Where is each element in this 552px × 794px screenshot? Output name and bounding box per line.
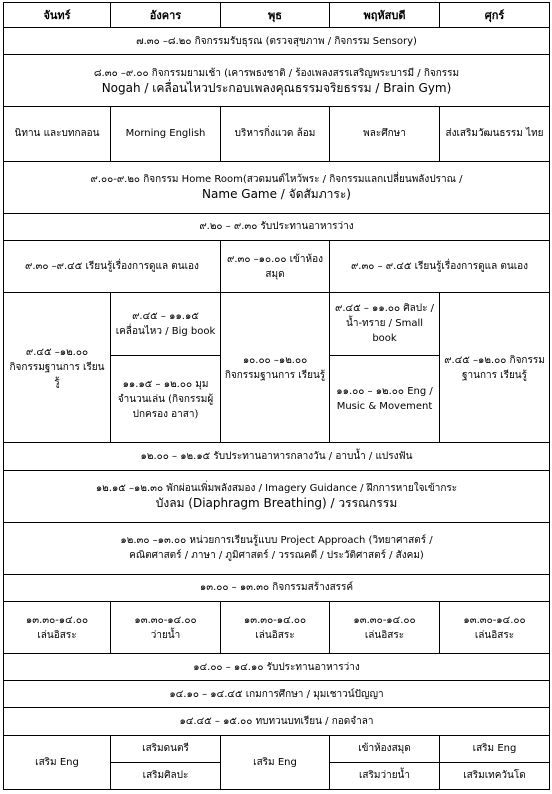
cell-extra-tue-bottom: เสริมศิลปะ [111, 762, 221, 789]
row-home-room-line1: ๙.๐๐-๙.๒๐ กิจกรรม Home Room(สวดมนต์ไหว้พระ / กิจกรรมแลกเปลี่ยนพลังปราณ / [90, 174, 463, 186]
row-lunch: ๑๒.๐๐ – ๑๒.๑๕ รับประทานอาหารกลางวัน / อาบน้ำ / แปรงฟัน [4, 443, 550, 470]
row-home-room [4, 161, 550, 213]
cell-morning-english: Morning English [111, 107, 221, 161]
header-monday: จันทร์ [4, 3, 111, 28]
cell-extra-fri-top: เสริม Eng [440, 735, 550, 762]
cell-extra-thu-top: เข้าห้องสมุด [330, 735, 440, 762]
header-friday: ศุกร์ [440, 3, 550, 28]
header-thursday: พฤหัสบดี [330, 3, 440, 28]
cell-afternoon-tue [111, 602, 221, 654]
cell-story-poem: นิทาน และบทกลอน [4, 107, 111, 161]
cell-learning-base-mon: ๙.๔๕ –๑๒.๐๐ กิจกรรมฐานการ เรียนรู้ [4, 293, 111, 443]
row-project-approach-line1: ๑๒.๓๐ –๑๓.๐๐ หน่วยการเรียนรู้แบบ Project Approach (วิทยาศาสตร์ / [120, 535, 433, 547]
cell-afternoon-time: ๑๓.๓๐-๑๔.๐๐ [25, 614, 89, 626]
cell-afternoon-activity: เล่นอิสระ [474, 629, 515, 641]
cell-afternoon-thu [330, 602, 440, 654]
cell-afternoon-mon [4, 602, 111, 654]
cell-learning-base-fri: ๙.๔๕ –๑๒.๐๐ กิจกรรมฐานการ เรียนรู้ [440, 293, 550, 443]
cell-eng-music: ๑๑.๐๐ – ๑๒.๐๐ Eng / Music & Movement [330, 355, 440, 443]
row-morning-activity-line1: ๘.๓๐ –๙.๐๐ กิจกรรมยามเช้า (เคารพธงชาติ / ร้องเพลงสรรเสริญพระบารมี / กิจกรรม [93, 67, 460, 79]
cell-art-water-sand: ๙.๔๕ – ๑๑.๐๐ ศิลปะ / น้ำ-ทราย / Small book [330, 293, 440, 356]
cell-afternoon-time: ๑๓.๓๐-๑๔.๐๐ [353, 614, 416, 626]
cell-library-wed: ๙.๓๐ –๑๐.๐๐ เข้าห้องสมุด [221, 240, 330, 292]
cell-afternoon-time: ๑๓.๓๐-๑๔.๐๐ [134, 614, 197, 626]
row-rest-line2: บังลม (Diaphragm Breathing) / วรรณกรรม [155, 496, 398, 511]
cell-extra-tue-top: เสริมดนตรี [111, 735, 221, 762]
row-rest [4, 470, 550, 522]
cell-afternoon-time: ๑๓.๓๐-๑๔.๐๐ [243, 614, 307, 626]
cell-number-corner: ๑๑.๑๕ – ๑๒.๐๐ มุมจำนวนเล่น (กิจกรรมผู้ปกครอง อาสา) [111, 355, 221, 443]
row-home-room-line2: Name Game / จัดสัมภาระ) [202, 187, 351, 202]
header-wednesday: พุธ [221, 3, 330, 28]
header-tuesday: อังคาร [111, 3, 221, 28]
cell-extra-fri-bottom: เสริมเทควันโด [440, 762, 550, 789]
cell-extra-mon: เสริม Eng [4, 735, 111, 789]
row-morning-activity [4, 55, 550, 107]
row-creative: ๑๓.๐๐ – ๑๓.๓๐ กิจกรรมสร้างสรรค์ [4, 574, 550, 601]
cell-afternoon-time: ๑๓.๓๐-๑๔.๐๐ [463, 614, 526, 626]
cell-environment: บริหารกิ่งแวด ล้อม [221, 107, 330, 161]
cell-thai-culture: ส่งเสริมวัฒนธรรม ไทย [440, 107, 550, 161]
row-self-care-left: ๙.๓๐ –๙.๔๕ เรียนรู้เรื่องการดูแล ตนเอง [4, 240, 221, 292]
row-educational-games: ๑๔.๑๐ – ๑๔.๔๕ เกมการศึกษา / มุมเชาวน์ปัญญา [4, 681, 550, 708]
cell-learning-base-wed: ๑๐.๐๐ –๑๒.๐๐ กิจกรรมฐานการ เรียนรู้ [221, 293, 330, 443]
cell-extra-wed: เสริม Eng [221, 735, 330, 789]
row-project-approach-line2: คณิตศาสตร์ / ภาษา / ภูมิศาสตร์ / วรรณคดี / ประวัติศาสตร์ / สังคม) [129, 550, 424, 562]
cell-afternoon-activity: เล่นอิสระ [37, 629, 77, 641]
row-project-approach [4, 522, 550, 574]
row-morning-activity-line2: Nogah / เคลื่อนไหวประกอบเพลงคุณธรรมจริยธรรม / Brain Gym) [101, 80, 452, 95]
schedule-table [3, 2, 550, 790]
row-snack-afternoon: ๑๔.๐๐ – ๑๔.๑๐ รับประทานอาหารว่าง [4, 654, 550, 681]
cell-afternoon-activity: เล่นอิสระ [364, 629, 405, 641]
row-rest-line1: ๑๒.๑๕ –๑๒.๓๐ พักผ่อนเพิ่มพลังสมอง / Imagery Guidance / ฝึกการหายใจเข้ากระ [95, 483, 458, 495]
cell-extra-thu-bottom: เสริมว่ายน้ำ [330, 762, 440, 789]
row-snack-morning: ๙.๒๐ – ๙.๓๐ รับประทานอาหารว่าง [4, 213, 550, 240]
cell-afternoon-activity: ว่ายน้ำ [150, 629, 181, 641]
cell-afternoon-fri [440, 602, 550, 654]
row-self-care-right: ๙.๓๐ – ๙.๔๕ เรียนรู้เรื่องการดูแล ตนเอง [330, 240, 550, 292]
cell-physical-education: พละศึกษา [330, 107, 440, 161]
row-morning-reception: ๗.๓๐ –๘.๒๐ กิจกรรมรับธุรณ (ตรวจสุขภาพ / กิจกรรม Sensory) [4, 28, 550, 55]
cell-afternoon-wed [221, 602, 330, 654]
cell-afternoon-activity: เล่นอิสระ [255, 629, 295, 641]
row-review: ๑๔.๔๕ – ๑๕.๐๐ ทบทวนบทเรียน / กอดจำลา [4, 708, 550, 735]
cell-movement-bigbook: ๙.๔๕ – ๑๑.๑๕ เคลื่อนไหว / Big book [111, 293, 221, 356]
